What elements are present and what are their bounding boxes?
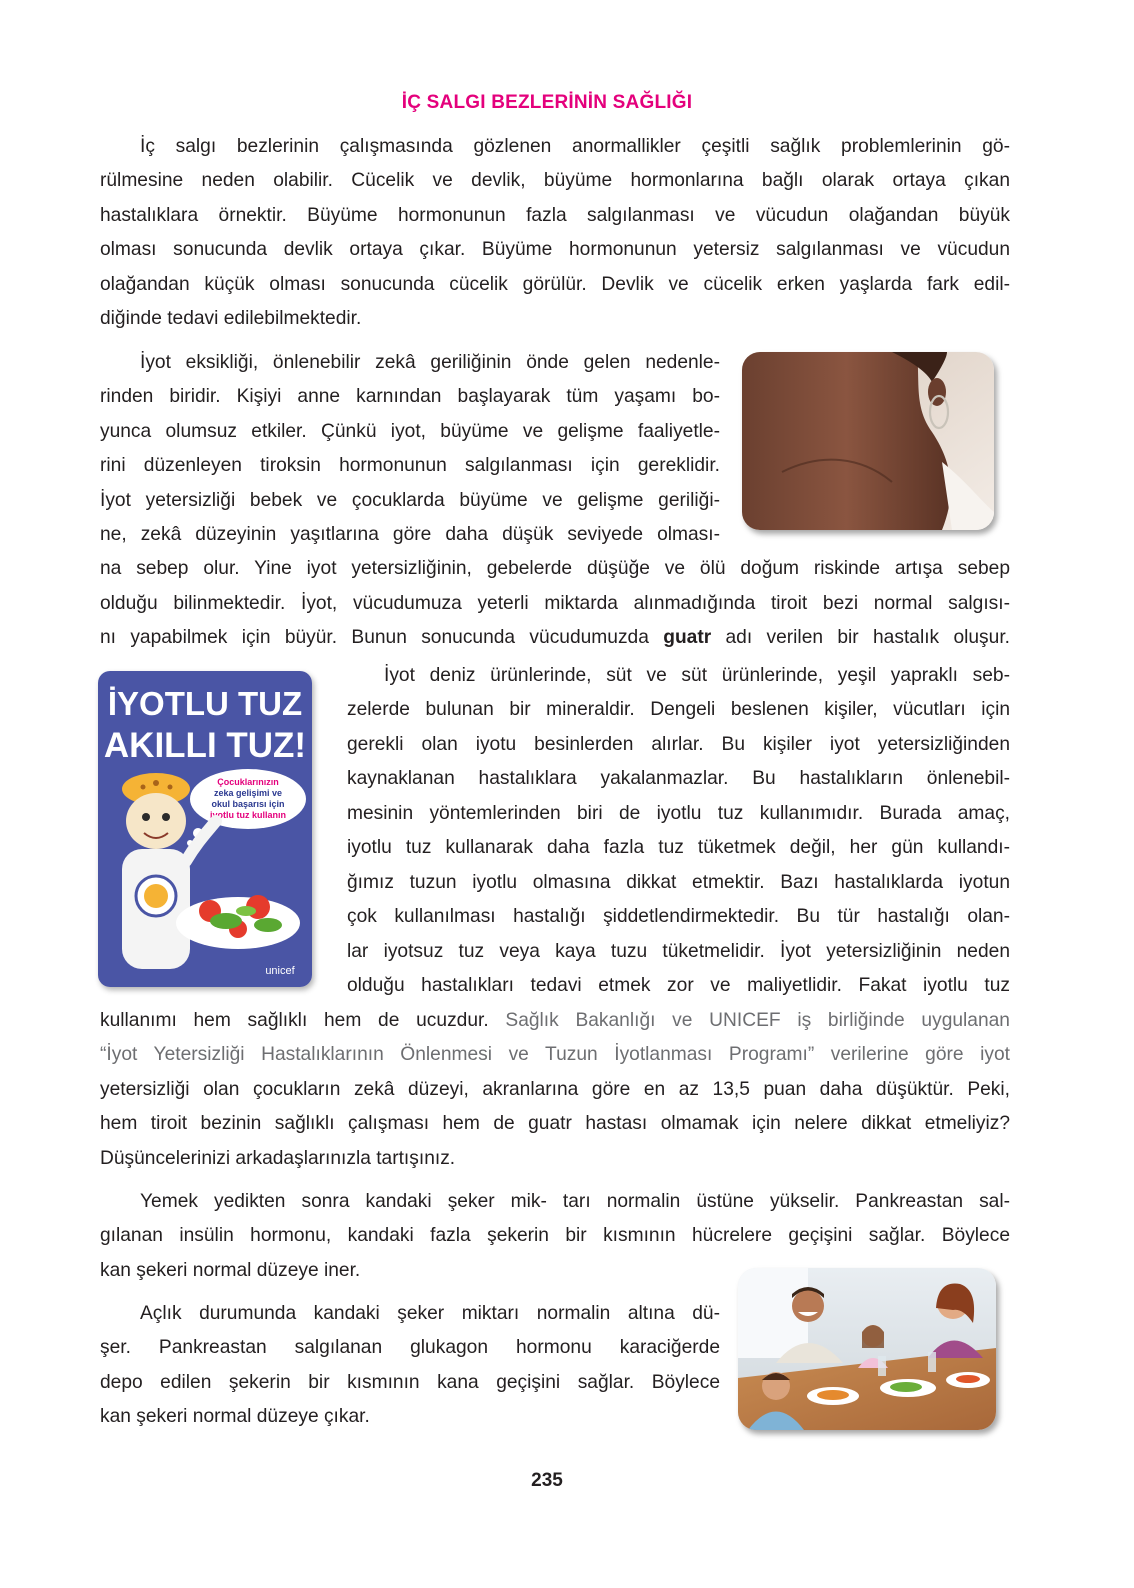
p5-line: Açlık durumunda kandaki şeker miktarı normalin altına dü- [140, 1303, 720, 1324]
p3-line: olduğu hastalıkları tedavi etmek zor ve maliyetlidir. Fakat iyotlu tuz [347, 975, 1010, 996]
p3-line: lar iyotsuz tuz veya kaya tuzu tüketmelidir. İyot yetersizliğinin neden [347, 941, 1010, 962]
p3-line: hem tiroit bezinin sağlıklı çalışması hem de guatr hastası olmamak için nelere dikkat etmeliyiz? [100, 1113, 1010, 1134]
p2-line: rinden biridir. Kişiyi anne karnından başlayarak tüm yaşamı bo- [100, 386, 720, 407]
poster-bubble-line: iyotlu tuz kullanın [210, 810, 286, 820]
p2-line: olduğu bilinmektedir. İyot, vücudumuza yeterli miktarda alınmadığında tiroit bezi normal salgısı- [100, 593, 1010, 614]
p3-line: iyotlu tuz kullanarak daha fazla tuz tüketmek değil, her gün kullandı- [347, 837, 1010, 858]
p3-line: İyot deniz ürünlerinde, süt ve süt ürünlerinde, yeşil yapraklı seb- [384, 665, 1010, 686]
p3-line: Düşüncelerinizi arkadaşlarınızla tartışınız. [100, 1148, 456, 1169]
p3-line: gerekli olan iyotu besinlerden alırlar. Bu kişiler iyot yetersizliğinden [347, 734, 1010, 755]
p2-text: nı yapabilmek için büyür. Bunun sonucunda vücudumuzda [100, 627, 664, 648]
p4-line: gılanan insülin hormonu, kandaki fazla şekerin bir kısmının hücrelere geçişini sağlar. Böylece [100, 1225, 1010, 1246]
p3-program-name: “İyot Yetersizliği Hastalıklarının Önlenmesi ve Tuzun İyotlanması Programı” verilerine göre iyot [100, 1044, 1010, 1065]
poster-illustration [98, 671, 312, 987]
p2-text: adı verilen bir hastalık oluşur. [711, 627, 1010, 648]
p3-line: çok kullanılması hastalığı şiddetlendirmektedir. Bu tür hastalığı olan- [347, 906, 1010, 927]
p2-line: rini düzenleyen tiroksin hormonunun salgılanması için gereklidir. [100, 455, 720, 476]
p5-line: kan şekeri normal düzeye çıkar. [100, 1406, 370, 1427]
p3-line: yetersizliği olan çocukların zekâ düzeyi, akranlarına göre en az 13,5 puan daha düşüktür. Peki, [100, 1079, 1010, 1100]
poster-headline-2: AKILLI TUZ! [103, 726, 307, 765]
p1-line: rülmesine neden olabilir. Cücelik ve devlik, büyüme hormonlarına bağlı olarak ortaya çıkan [100, 170, 1010, 191]
p5-line: depo edilen şekerin bir kısmının kana geçişini sağlar. Böylece [100, 1372, 720, 1393]
p3-text: kullanımı hem sağlıklı hem de ucuzdur. [100, 1010, 506, 1031]
goiter-neck-photo [742, 352, 994, 530]
guatr-term: guatr [663, 627, 712, 648]
p3-line: kaynaklanan hastalıklara yakalanmazlar. Bu hastalıkların önlenebil- [347, 768, 1010, 789]
p1-line: olağandan küçük olması sonucunda cücelik görülür. Devlik ve cücelik erken yaşlarda fark edil- [100, 274, 1010, 295]
poster-bubble-line: Çocuklarınızın [217, 777, 279, 787]
p2-line: yunca olumsuz etkiler. Çünkü iyot, büyüme ve gelişme faaliyetle- [100, 421, 720, 442]
poster-headline-1: İYOTLU TUZ [107, 685, 303, 722]
page-title: İÇ SALGI BEZLERİNİN SAĞLIĞI [401, 92, 693, 113]
p1-line: diğinde tedavi edilebilmektedir. [100, 308, 362, 329]
iodized-salt-poster [98, 671, 312, 987]
neck-illustration [742, 352, 994, 530]
p4-line: kan şekeri normal düzeye iner. [100, 1260, 361, 1281]
p5-line: şer. Pankreastan salgılanan glukagon hormonu karaciğerde [100, 1337, 720, 1358]
page-number: 235 [531, 1470, 563, 1491]
poster-bubble-line: zeka gelişimi ve [213, 788, 283, 798]
family-meal-photo [738, 1268, 996, 1430]
p3-line: mesinin yöntemlerinden biri de iyotlu tuz kullanımıdır. Burada amaç, [347, 803, 1010, 824]
family-illustration [738, 1268, 996, 1430]
p1-line: İç salgı bezlerinin çalışmasında gözlenen anormallikler çeşitli sağlık problemlerinin gö- [140, 136, 1010, 157]
p1-line: olması sonucunda devlik ortaya çıkar. Büyüme hormonunun yetersiz salgılanması ve vücudun [100, 239, 1010, 260]
p2-line: İyot yetersizliği bebek ve çocuklarda büyüme ve gelişme geriliği- [100, 490, 720, 511]
p3-line [100, 1004, 1010, 1039]
p2-line: ne, zekâ düzeyinin yaşıtlarına göre daha düşük seviyede olması- [100, 524, 720, 545]
p3-line: ğımız tuzun iyotlu olmasına dikkat etmektir. Bazı hastalıklarda iyotun [347, 872, 1010, 893]
p4-line: Yemek yedikten sonra kandaki şeker mik- tarı normalin üstüne yükselir. Pankreastan sal- [140, 1191, 1010, 1212]
p2-line: İyot eksikliği, önlenebilir zekâ geriliğinin önde gelen nedenle- [140, 352, 720, 373]
unicef-logo: unicef [265, 965, 295, 977]
p1-line: hastalıklara örnektir. Büyüme hormonunun fazla salgılanması ve vücudun olağandan büyük [100, 205, 1010, 226]
p2-line: na sebep olur. Yine iyot yetersizliğinin, gebelerde düşüğe ve ölü doğum riskinde artışa sebep [100, 558, 1010, 579]
poster-bubble-line: okul başarısı için [211, 799, 285, 809]
p2-line-last [100, 621, 1010, 656]
p3-line: zelerde bulunan bir mineraldir. Dengeli beslenen kişiler, vücutları için [347, 699, 1010, 720]
p3-program-ref: Sağlık Bakanlığı ve UNICEF iş birliğinde uygulanan [505, 1010, 1010, 1031]
